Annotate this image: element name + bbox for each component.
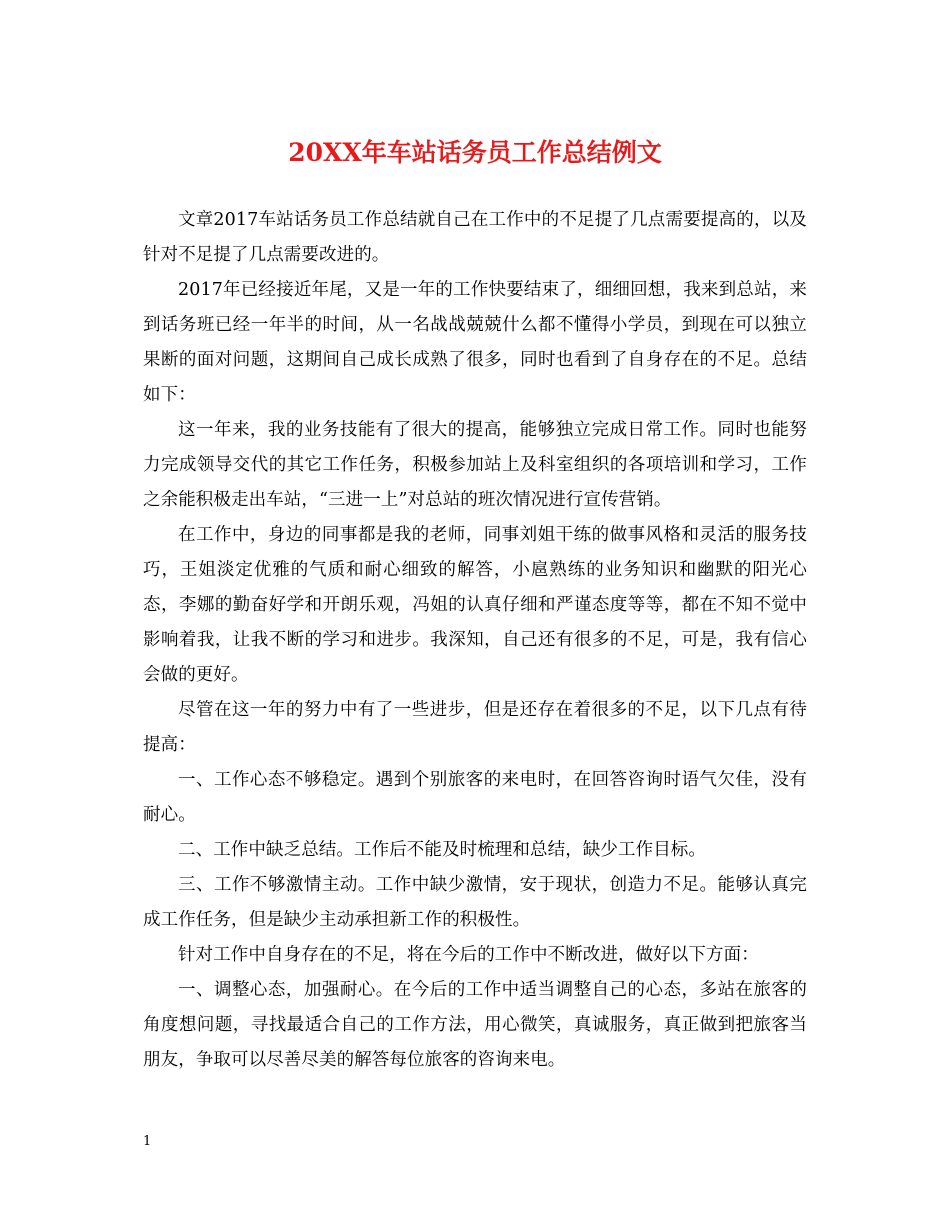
paragraph: 尽管在这一年的努力中有了一些进步，但是还存在着很多的不足，以下几点有待提高： <box>143 700 807 755</box>
paragraph: 二、工作中缺乏总结。工作后不能及时梳理和总结，缺少工作目标。 <box>178 840 706 860</box>
paragraph: 2017年已经接近年尾，又是一年的工作快要结束了，细细回想，我来到总站，来到话务班已经一年半的时间，从一名战战兢兢什么都不懂得小学员，到现在可以独立果断的面对问题，这期间自己成长成熟了很多，同时也看到了自身存在的不足。总结如下： <box>143 280 807 405</box>
paragraph: 这一年来，我的业务技能有了很大的提高，能够独立完成日常工作。同时也能努力完成领导交代的其它工作任务，积极参加站上及科室组织的各项培训和学习，工作之余能积极走出车站，“三进一上”对总站的班次情况进行宣传营销。 <box>143 420 807 510</box>
paragraph: 一、调整心态，加强耐心。在今后的工作中适当调整自己的心态，多站在旅客的角度想问题，寻找最适合自己的工作方法，用心微笑，真诚服务，真正做到把旅客当朋友，争取可以尽善尽美的解答每位旅客的咨询来电。 <box>143 980 807 1070</box>
paragraph: 文章2017车站话务员工作总结就自己在工作中的不足提了几点需要提高的，以及针对不足提了几点需要改进的。 <box>143 210 807 265</box>
paragraph: 三、工作不够激情主动。工作中缺少激情，安于现状，创造力不足。能够认真完成工作任务，但是缺少主动承担新工作的积极性。 <box>143 875 807 930</box>
document-body <box>143 203 807 1078</box>
paragraph: 在工作中，身边的同事都是我的老师，同事刘姐干练的做事风格和灵活的服务技巧，王姐淡定优雅的气质和耐心细致的解答，小扈熟练的业务知识和幽默的阳光心态，李娜的勤奋好学和开朗乐观，冯姐的认真仔细和严谨态度等等，都在不知不觉中影响着我，让我不断的学习和进步。我深知，自己还有很多的不足，可是，我有信心会做的更好。 <box>143 525 807 685</box>
document-title: 20XX年车站话务员工作总结例文 <box>288 138 662 167</box>
page-number: 1 <box>143 1134 152 1149</box>
paragraph: 针对工作中自身存在的不足，将在今后的工作中不断改进，做好以下方面： <box>178 945 759 965</box>
paragraph: 一、工作心态不够稳定。遇到个别旅客的来电时，在回答咨询时语气欠佳，没有耐心。 <box>143 770 807 825</box>
